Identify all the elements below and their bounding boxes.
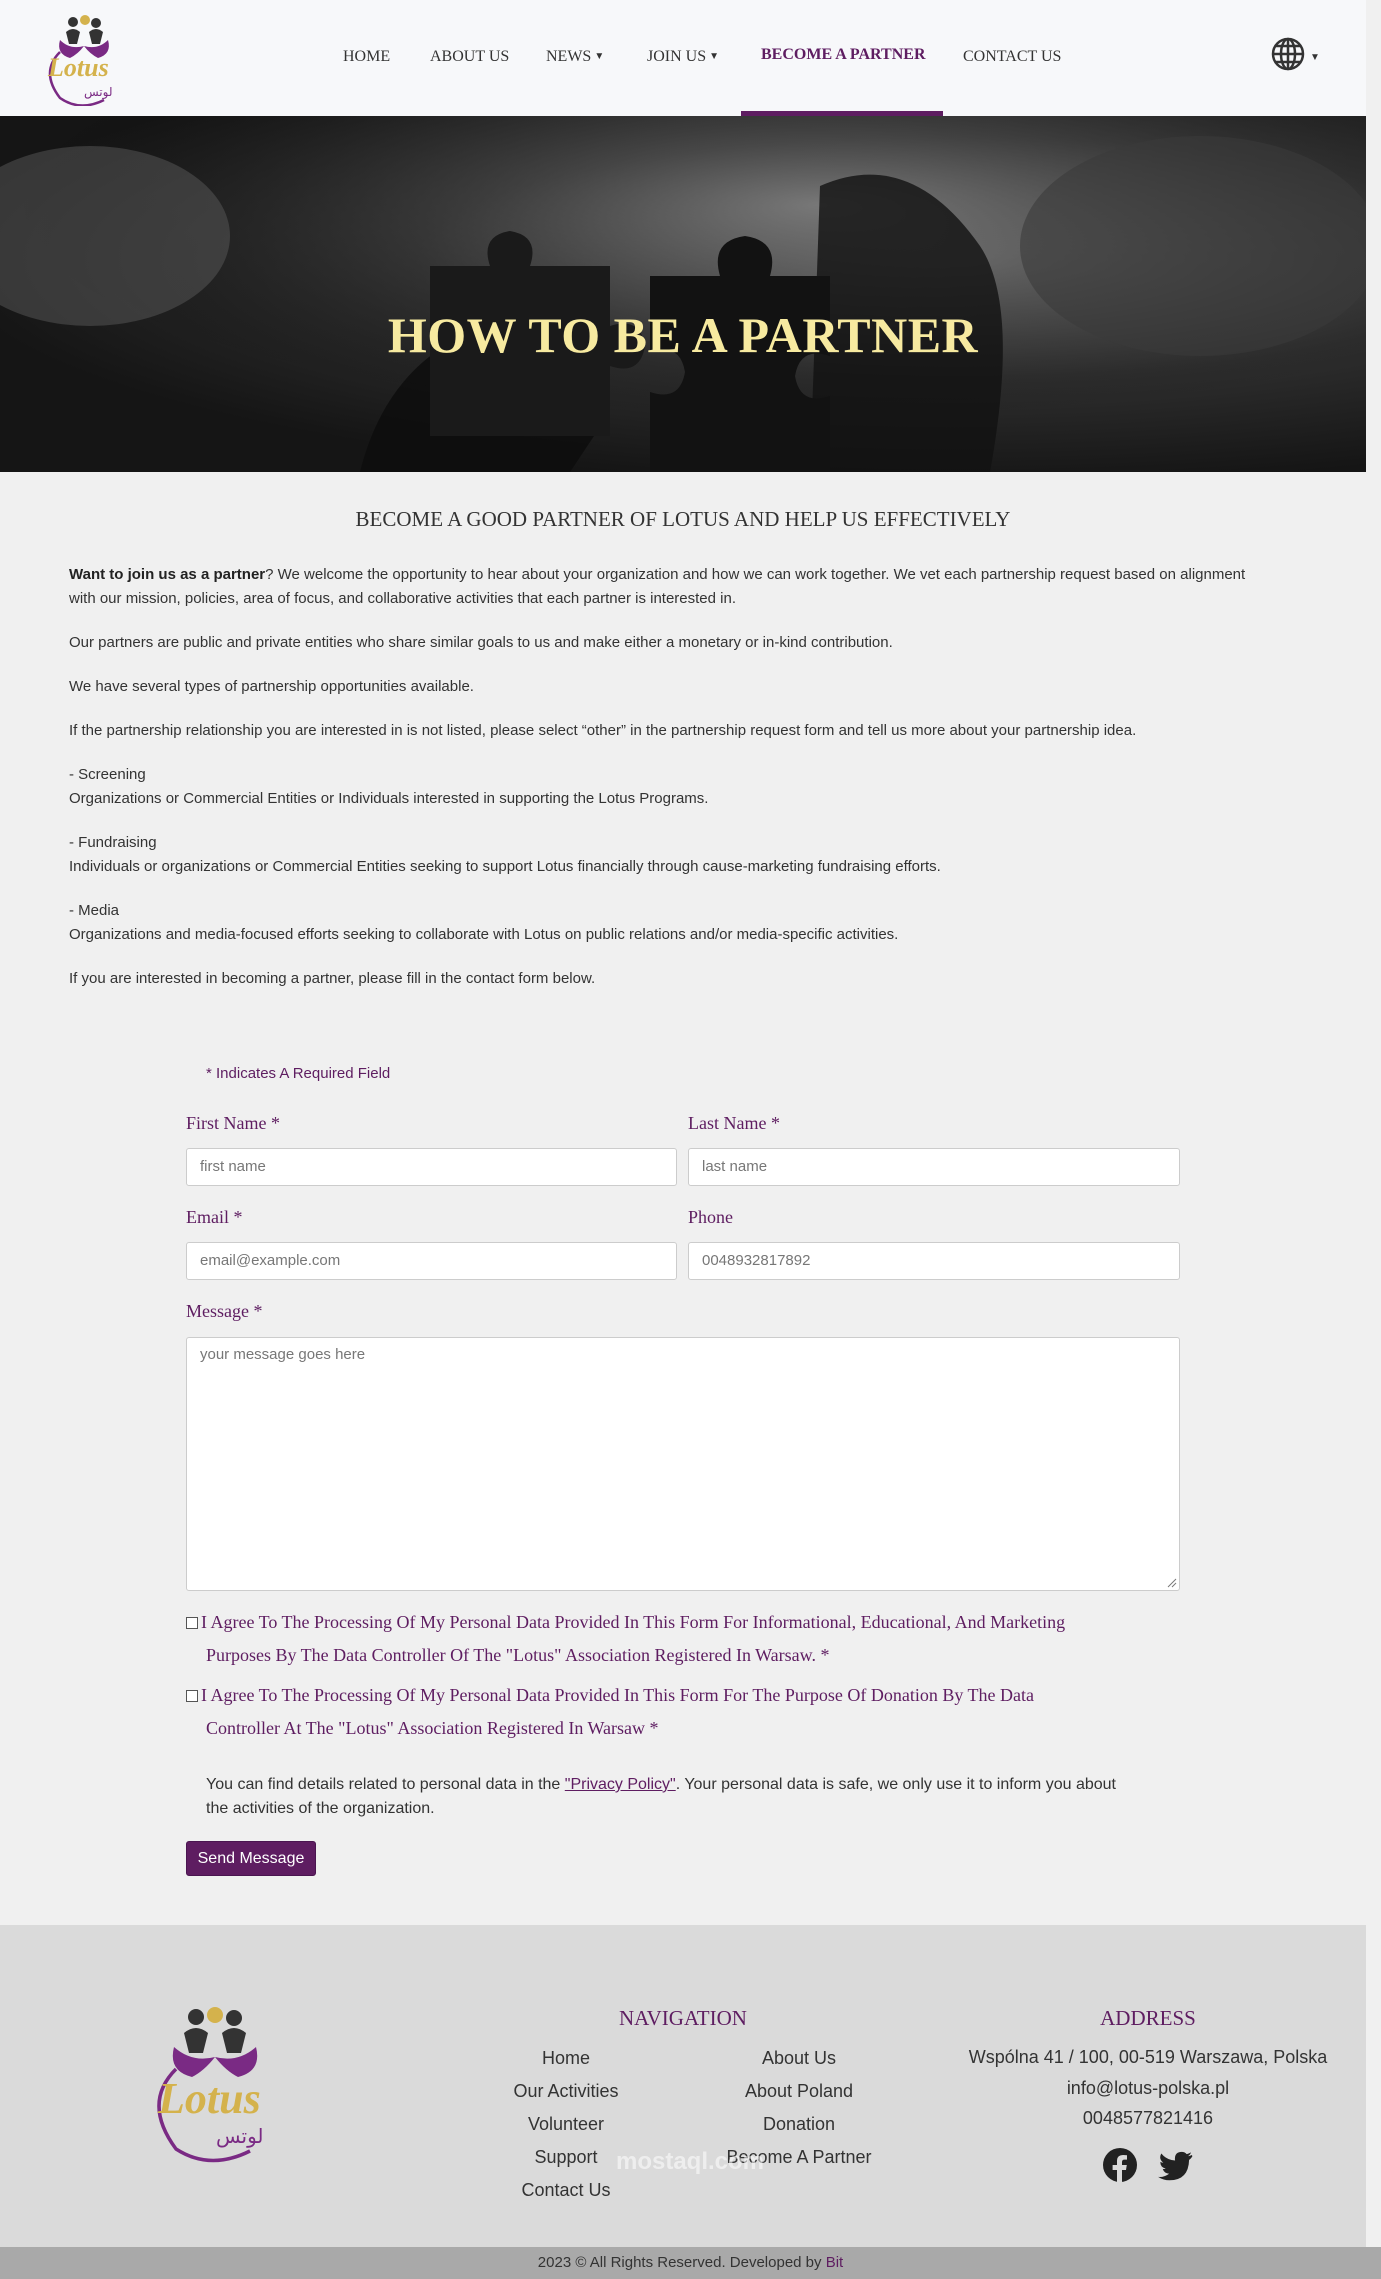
consent-donation[interactable] [186, 1679, 1186, 1745]
paragraph-other: If the partnership relationship you are interested in is not listed, please select “other” in the partnership request form and tell us more about your partnership idea. [69, 722, 1137, 739]
media-title: - Media [69, 902, 120, 919]
paragraph-types: We have several types of partnership opportunities available. [69, 678, 474, 695]
section-subtitle: BECOME A GOOD PARTNER OF LOTUS AND HELP US EFFECTIVELY [355, 507, 1011, 531]
message-label: Message * [186, 1301, 263, 1321]
message-textarea[interactable] [186, 1337, 1180, 1591]
svg-text:Lotus: Lotus [158, 2074, 261, 2123]
privacy-policy-link[interactable]: "Privacy Policy" [564, 1776, 676, 1793]
developer-link[interactable]: Bit [825, 2254, 844, 2271]
privacy-text-before: You can find details related to personal data in the [206, 1776, 565, 1793]
consent-donation-text-cont: Controller At The "Lotus" Association Registered In Warsaw * [206, 1718, 659, 1738]
media-text: Organizations and media-focused efforts seeking to collaborate with Lotus on public relations and/or media-specific activities. [69, 926, 899, 943]
consent-donation-text: I Agree To The Processing Of My Personal Data Provided In This Form For The Purpose Of Donation By The Data [201, 1685, 1034, 1705]
puzzle-hands-image [0, 116, 1366, 472]
paragraph-fill-form: If you are interested in becoming a partner, please fill in the contact form below. [69, 970, 596, 987]
privacy-text-after: . Your personal data is safe, we only use it to inform you about the activities of the organization. [206, 1776, 1116, 1817]
intro-text: ? We welcome the opportunity to hear about your organization and how we can work together. We vet each partnership request based on alignment with our mission, policies, area of focus, and collaborative activities that each partner is interested in. [69, 566, 1246, 607]
nav-become-a-partner[interactable]: BECOME A PARTNER [761, 46, 926, 63]
logo-arabic-text: لوتس [84, 85, 113, 99]
copyright-bar [0, 2247, 1381, 2279]
hero-banner [0, 116, 1366, 472]
lotus-logo[interactable] [38, 12, 128, 106]
footer-link-donation[interactable]: Donation [762, 2114, 836, 2134]
nav-about-us[interactable]: ABOUT US [430, 48, 510, 65]
privacy-note [206, 1773, 1136, 1821]
nav-join-us[interactable] [647, 48, 719, 66]
email-label: Email * [186, 1207, 243, 1227]
nav-news-label: NEWS [546, 48, 592, 65]
footer-link-volunteer[interactable]: Volunteer [527, 2114, 605, 2134]
first-name-label: First Name * [186, 1113, 280, 1133]
fundraising-title: - Fundraising [69, 834, 157, 851]
footer-link-support[interactable]: Support [534, 2147, 598, 2167]
phone-input[interactable]: 0048932817892 [688, 1242, 1180, 1280]
top-navbar [0, 0, 1366, 116]
footer-nav-heading: NAVIGATION [619, 2006, 747, 2030]
fundraising-block [69, 831, 1269, 879]
required-field-note: * Indicates A Required Field [206, 1065, 391, 1082]
facebook-icon[interactable] [1102, 2147, 1138, 2183]
screening-block [69, 763, 1269, 811]
footer-logo-arabic: لوتس [216, 2124, 264, 2148]
footer-lotus-logo[interactable] [140, 2003, 288, 2163]
resize-handle-icon[interactable] [1167, 1578, 1177, 1588]
footer-link-become-a-partner[interactable]: Become A Partner [726, 2147, 872, 2167]
footer-address-heading: ADDRESS [1100, 2006, 1196, 2030]
footer-link-contact-us[interactable]: Contact Us [521, 2180, 611, 2200]
last-name-input[interactable]: last name [688, 1148, 1180, 1186]
nav-news[interactable] [546, 48, 604, 66]
consent-marketing-text: I Agree To The Processing Of My Personal Data Provided In This Form For Informational, Educational, And Marketing [201, 1612, 1066, 1632]
screening-title: - Screening [69, 766, 146, 783]
consent-marketing-checkbox[interactable] [186, 1617, 198, 1629]
phone-label: Phone [688, 1207, 733, 1227]
email-input[interactable]: email@example.com [186, 1242, 677, 1280]
page-right-gutter [1366, 116, 1381, 2247]
svg-text:Lotus: Lotus [48, 53, 109, 82]
copyright-text: 2023 © All Rights Reserved. Developed by [537, 2254, 826, 2271]
consent-marketing[interactable] [186, 1606, 1186, 1672]
footer-link-our-activities[interactable]: Our Activities [513, 2081, 619, 2101]
caret-down-icon: ▼ [709, 51, 720, 62]
send-message-button[interactable]: Send Message [186, 1841, 316, 1876]
footer-address: Wspólna 41 / 100, 00-519 Warszawa, Polska [968, 2047, 1328, 2067]
language-caret-icon[interactable]: ▼ [1310, 52, 1320, 63]
footer-email[interactable]: info@lotus-polska.pl [1066, 2078, 1230, 2098]
footer-link-about-us[interactable]: About Us [761, 2048, 837, 2068]
caret-down-icon: ▼ [594, 51, 605, 62]
footer-link-home[interactable]: Home [541, 2048, 590, 2068]
intro-bold: Want to join us as a partner [69, 566, 266, 583]
intro-paragraph [69, 563, 1269, 611]
consent-donation-checkbox[interactable] [186, 1690, 198, 1702]
paragraph-partners: Our partners are public and private entities who share similar goals to us and make either a monetary or in-kind contribution. [69, 634, 893, 651]
twitter-icon[interactable] [1158, 2147, 1194, 2183]
footer-link-about-poland[interactable]: About Poland [744, 2081, 854, 2101]
nav-join-us-label: JOIN US [647, 48, 707, 65]
screening-text: Organizations or Commercial Entities or Individuals interested in supporting the Lotus Programs. [69, 790, 709, 807]
media-block [69, 899, 1269, 947]
nav-home[interactable]: HOME [343, 48, 391, 65]
fundraising-text: Individuals or organizations or Commercial Entities seeking to support Lotus financially through cause-marketing fundraising efforts. [69, 858, 941, 875]
nav-contact-us[interactable]: CONTACT US [963, 48, 1062, 65]
footer-phone[interactable]: 0048577821416 [1082, 2108, 1214, 2128]
globe-icon[interactable] [1271, 37, 1305, 71]
first-name-input[interactable]: first name [186, 1148, 677, 1186]
watermark-text: mostaql.com [615, 2148, 765, 2175]
consent-marketing-text-cont: Purposes By The Data Controller Of The "Lotus" Association Registered In Warsaw. * [206, 1645, 830, 1665]
message-placeholder: your message goes here [200, 1346, 366, 1363]
hero-title: HOW TO BE A PARTNER [387, 307, 979, 363]
last-name-label: Last Name * [688, 1113, 780, 1133]
